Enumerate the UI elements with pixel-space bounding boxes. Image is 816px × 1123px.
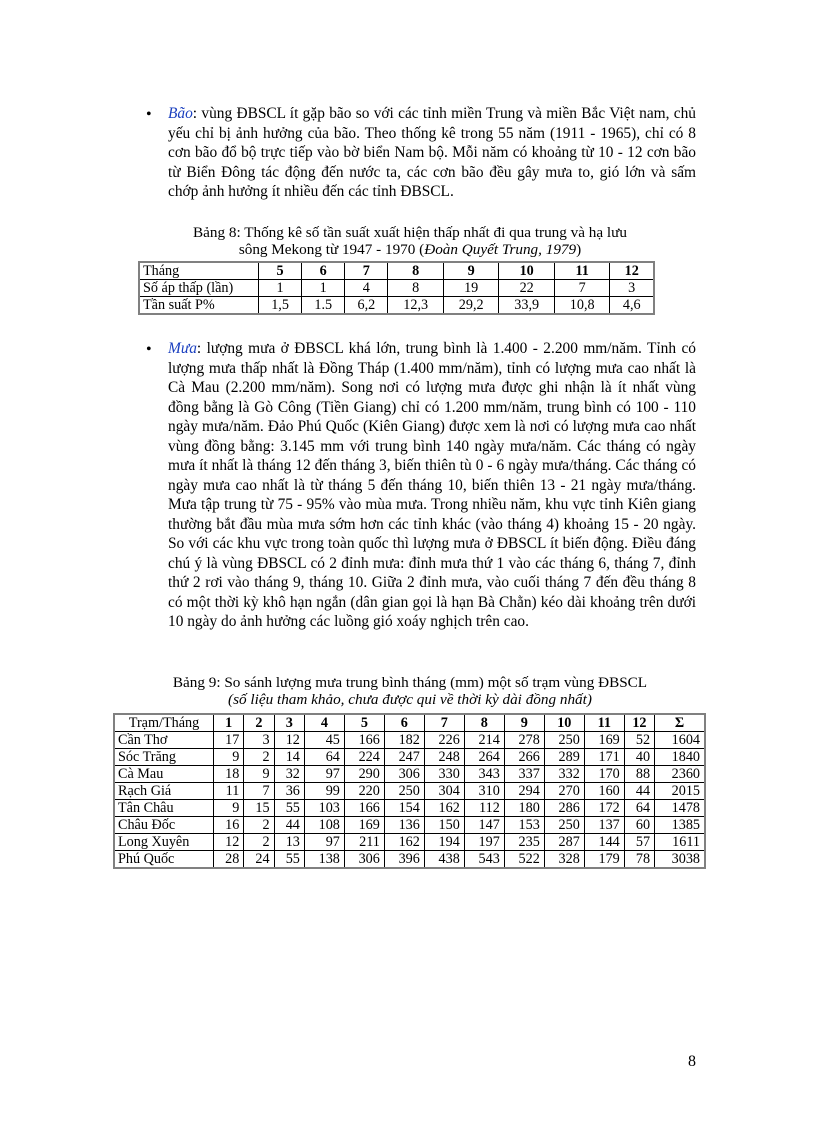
table9-cell: 337 [504,766,544,783]
table8-cell: 29,2 [443,297,499,315]
table9-cell: 138 [304,851,344,869]
table9-cell: 343 [464,766,504,783]
table8-row-label: Số áp thấp (lần) [139,280,259,297]
table9-cell: 44 [624,783,654,800]
table8-header-label: Tháng [139,262,259,280]
table9-body [114,732,705,869]
table8-cell: 33,9 [499,297,555,315]
table8-row-label: Tần suất P% [139,297,259,315]
table9-month: 8 [464,714,504,732]
table9-cell: 286 [544,800,584,817]
table9-cell: 154 [384,800,424,817]
table8-header-row [139,262,654,280]
table9-cell: 36 [274,783,304,800]
rain-paragraph [168,339,696,632]
table9-month: 4 [304,714,344,732]
table9-month: 6 [384,714,424,732]
table9-cell: 438 [424,851,464,869]
table8-caption-line2: sông Mekong từ 1947 - 1970 (Đoàn Quyết Trung, 1979) [238,241,582,258]
table9-cell: 9 [214,749,244,766]
table9-cell: 264 [464,749,504,766]
table9-cell: 9 [214,800,244,817]
table9-cell: 304 [424,783,464,800]
table9-sum-cell: 2360 [655,766,705,783]
table9-cell: 330 [424,766,464,783]
table9-cell: 12 [214,834,244,851]
table9-cell: 172 [584,800,624,817]
table9-cell: 17 [214,732,244,749]
table-row [114,732,705,749]
bullet-icon: • [146,341,152,358]
station-name: Châu Đốc [114,817,214,834]
table9-cell: 294 [504,783,544,800]
table9-cell: 55 [274,800,304,817]
station-name: Tân Châu [114,800,214,817]
table9-caption [140,674,680,708]
station-name: Phú Quốc [114,851,214,869]
table9-cell: 150 [424,817,464,834]
table9-cell: 13 [274,834,304,851]
table9-cell: 169 [344,817,384,834]
table9-cell: 250 [544,817,584,834]
table9-cell: 235 [504,834,544,851]
table9-month: 10 [544,714,584,732]
table9-month: 9 [504,714,544,732]
table9-cell: 162 [384,834,424,851]
table9-cell: 12 [274,732,304,749]
table9-cell: 266 [504,749,544,766]
table9-month: 11 [584,714,624,732]
table9-cell: 180 [504,800,544,817]
table8-caption-author: Đoàn Quyết Trung, 1979 [424,241,577,258]
table-row [114,817,705,834]
storm-text: : vùng ĐBSCL ít gặp bão so với các tỉnh miền Trung và miền Bắc Việt nam, chủ yếu chỉ bị ảnh hưởng của bão. Theo thống kê trong 55 năm (1911 - 1965), chỉ có 8 cơn bão đổ bộ trực tiếp vào bờ biển Nam bộ. Mỗi năm có khoảng từ 10 - 12 cơn bão từ Biển Đông tác động đến nước ta, các cơn bão đều gây mưa to, gió lớn và sấm chớp ảnh hưởng ít nhiều đến các tỉnh ĐBSCL. [168,105,696,200]
table8-cell: 7 [554,280,610,297]
table9-cell: 15 [244,800,274,817]
table-row [114,851,705,869]
table9-cell: 160 [584,783,624,800]
table9-cell: 248 [424,749,464,766]
storm-paragraph [168,104,696,202]
table9-header-row [114,714,705,732]
table-row [139,280,654,297]
table-row [114,749,705,766]
table9-cell: 60 [624,817,654,834]
table8-month: 5 [259,262,302,280]
table9-cell: 226 [424,732,464,749]
bullet-icon: • [146,106,152,123]
table9-cell: 44 [274,817,304,834]
table9-cell: 88 [624,766,654,783]
table9-cell: 396 [384,851,424,869]
table9-sum-cell: 1604 [655,732,705,749]
table9-sum-cell: 1478 [655,800,705,817]
table9-cell: 11 [214,783,244,800]
table9-month: 2 [244,714,274,732]
table9-sum-cell: 1385 [655,817,705,834]
table8-cell: 1,5 [259,297,302,315]
storm-term: Bão [168,105,193,122]
table9-cell: 247 [384,749,424,766]
table8-cell: 12,3 [388,297,444,315]
table9-caption-line2: (số liệu tham khảo, chưa được qui về thời kỳ dài đồng nhất) [228,691,592,708]
table9-cell: 290 [344,766,384,783]
table9-month: 7 [424,714,464,732]
table9-cell: 24 [244,851,274,869]
table9-cell: 306 [384,766,424,783]
table8-caption [150,224,670,258]
table9 [113,713,706,869]
table9-month: 1 [214,714,244,732]
table9-cell: 287 [544,834,584,851]
table-row [114,800,705,817]
table9-cell: 166 [344,732,384,749]
table9-cell: 166 [344,800,384,817]
table9-cell: 2 [244,749,274,766]
table-row [139,297,654,315]
table9-cell: 306 [344,851,384,869]
table8 [138,261,655,315]
table9-cell: 170 [584,766,624,783]
table9-cell: 28 [214,851,244,869]
table8-cell: 1 [302,280,345,297]
table9-cell: 7 [244,783,274,800]
table9-cell: 332 [544,766,584,783]
table9-cell: 289 [544,749,584,766]
table8-cell: 4 [345,280,388,297]
rain-text: : lượng mưa ở ĐBSCL khá lớn, trung bình là 1.400 - 2.200 mm/năm. Tỉnh có lượng mưa thấp nhất là Đồng Tháp (1.400 mm/năm), tỉnh có lượng mưa cao nhất là Cà Mau (2.200 mm/năm). Song nơi có lượng mưa được ghi nhận là ít nhất vùng đồng bằng là Gò Công (Tiền Giang) chỉ có 1.200 mm/năm, trung bình có 100 - 110 ngày mưa/năm. Đảo Phú Quốc (Kiên Giang) được xem là nơi có lượng mưa cao nhất vùng đồng bằng: 3.145 mm với trung bình 140 ngày mưa/năm. Các tháng có ngày mưa ít nhất là tháng 12 đến tháng 3, biến thiên tù 0 - 6 ngày mưa/tháng. Các tháng có ngày mưa cao nhất là từ tháng 5 đến tháng 10, biến thiên 13 - 21 ngày mưa/tháng. Mưa tập trung từ 75 - 95% vào mùa mưa. Trong nhiều năm, khu vực tỉnh Kiên giang thường bắt đầu mùa mưa sớm hơn các tỉnh khác (vào tháng 4) khoảng 15 - 20 ngày. So với các khu vực trong toàn quốc thì lượng mưa ở ĐBSCL ít biến động. Điều đáng chú ý là vùng ĐBSCL có 2 đỉnh mưa: đỉnh mưa thứ 1 vào các tháng 6, tháng 7, đỉnh thứ 2 rơi vào tháng 9, tháng 10. Giữa 2 đỉnh mưa, vào cuối tháng 7 đến đều tháng 8 có một thời kỳ khô hạn ngắn (dân gian gọi là hạn Bà Chằn) kéo dài khoảng trên dưới 10 ngày do ảnh hưởng các luồng gió xoáy nghịch trên cao. [168,340,696,630]
table9-cell: 57 [624,834,654,851]
table8-cell: 1 [259,280,302,297]
table9-cell: 64 [624,800,654,817]
table9-cell: 310 [464,783,504,800]
table-row [114,834,705,851]
table8-cell: 10,8 [554,297,610,315]
table9-cell: 147 [464,817,504,834]
table9-cell: 2 [244,834,274,851]
table9-month: 3 [274,714,304,732]
table9-cell: 162 [424,800,464,817]
table9-cell: 211 [344,834,384,851]
table9-cell: 137 [584,817,624,834]
table9-cell: 153 [504,817,544,834]
table9-sum-cell: 1611 [655,834,705,851]
table9-cell: 78 [624,851,654,869]
table9-cell: 194 [424,834,464,851]
table9-cell: 179 [584,851,624,869]
station-name: Long Xuyên [114,834,214,851]
table9-cell: 214 [464,732,504,749]
table8-caption-line1: Bảng 8: Thống kê số tần suất xuất hiện thấp nhất đi qua trung và hạ lưu [193,224,627,241]
table9-cell: 52 [624,732,654,749]
table9-cell: 144 [584,834,624,851]
table9-month: 5 [344,714,384,732]
table9-cell: 278 [504,732,544,749]
table9-cell: 3 [244,732,274,749]
table9-cell: 9 [244,766,274,783]
table9-month: 12 [624,714,654,732]
table8-cell: 1.5 [302,297,345,315]
table9-cell: 220 [344,783,384,800]
table9-cell: 40 [624,749,654,766]
table9-sum-cell: 1840 [655,749,705,766]
table9-cell: 543 [464,851,504,869]
table9-cell: 32 [274,766,304,783]
table8-month: 7 [345,262,388,280]
table9-cell: 224 [344,749,384,766]
table9-cell: 99 [304,783,344,800]
table9-cell: 270 [544,783,584,800]
table9-cell: 112 [464,800,504,817]
table9-cell: 97 [304,766,344,783]
station-name: Sóc Trăng [114,749,214,766]
rain-term: Mưa [168,340,197,357]
table9-cell: 14 [274,749,304,766]
table9-cell: 328 [544,851,584,869]
table9-cell: 97 [304,834,344,851]
table9-cell: 55 [274,851,304,869]
table8-cell: 8 [388,280,444,297]
table8-month: 11 [554,262,610,280]
table9-caption-line1: Bảng 9: So sánh lượng mưa trung bình tháng (mm) một số trạm vùng ĐBSCL [172,674,648,691]
table-row [114,766,705,783]
table9-cell: 171 [584,749,624,766]
table8-cell: 3 [610,280,654,297]
station-name: Cần Thơ [114,732,214,749]
table9-cell: 182 [384,732,424,749]
table8-month: 9 [443,262,499,280]
table9-sum-cell: 2015 [655,783,705,800]
table8-cell: 4,6 [610,297,654,315]
table8-cell: 6,2 [345,297,388,315]
table8-month: 10 [499,262,555,280]
table9-cell: 522 [504,851,544,869]
table9-cell: 250 [384,783,424,800]
table9-cell: 250 [544,732,584,749]
table9-sum-header: Σ [655,714,705,732]
table9-cell: 16 [214,817,244,834]
table8-month: 12 [610,262,654,280]
page-number: 8 [688,1053,696,1070]
table8-month: 8 [388,262,444,280]
table9-cell: 197 [464,834,504,851]
table9-cell: 103 [304,800,344,817]
station-name: Cà Mau [114,766,214,783]
table9-header-label: Trạm/Tháng [114,714,214,732]
table8-cell: 19 [443,280,499,297]
table9-cell: 45 [304,732,344,749]
table9-cell: 2 [244,817,274,834]
table-row [114,783,705,800]
table9-sum-cell: 3038 [655,851,705,869]
table9-cell: 18 [214,766,244,783]
table9-cell: 136 [384,817,424,834]
table9-cell: 169 [584,732,624,749]
table9-cell: 64 [304,749,344,766]
table8-cell: 22 [499,280,555,297]
table9-cell: 108 [304,817,344,834]
table8-month: 6 [302,262,345,280]
station-name: Rạch Giá [114,783,214,800]
